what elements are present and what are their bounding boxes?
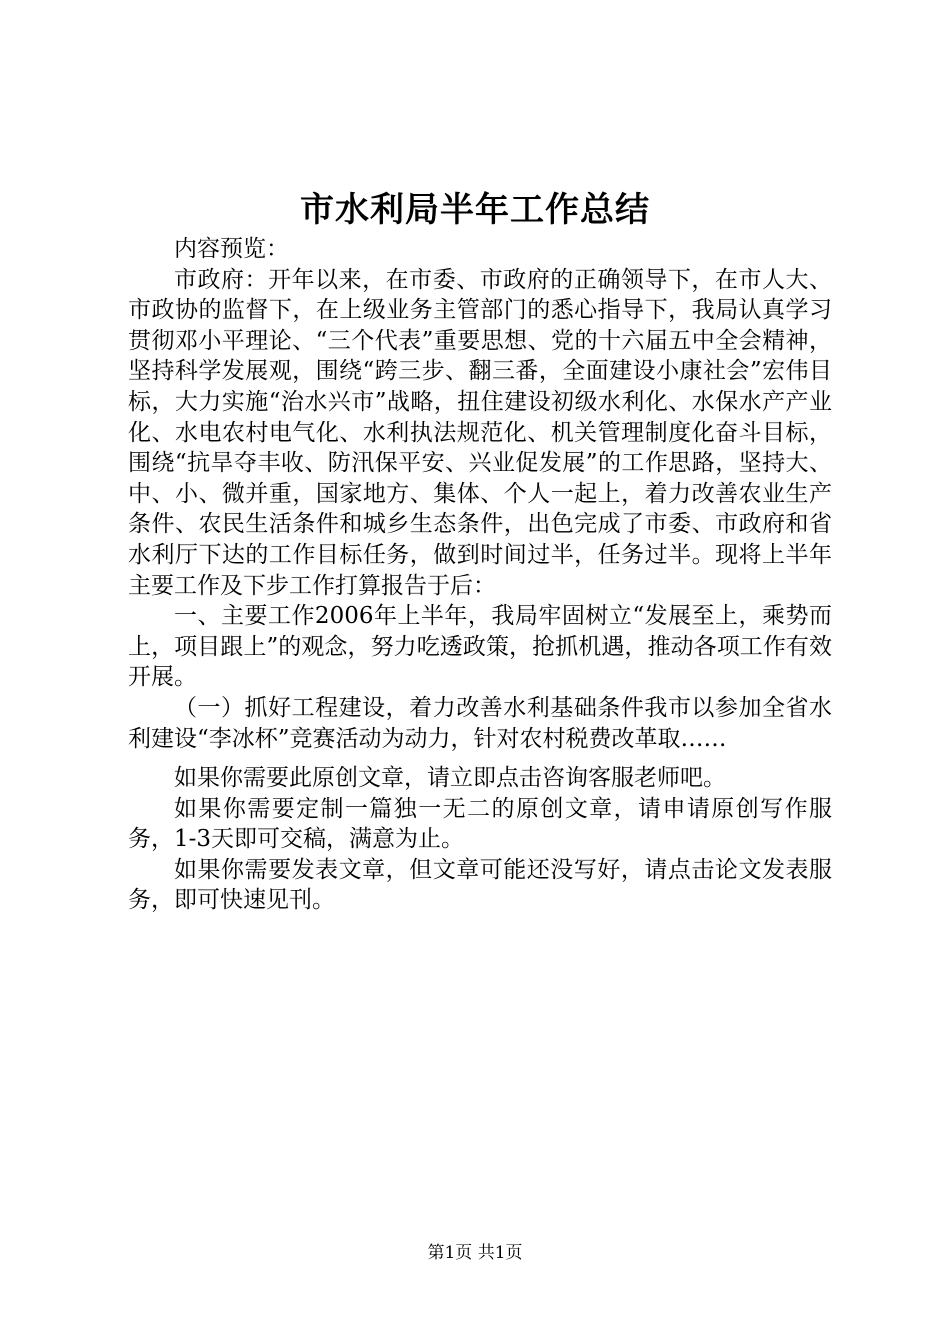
- body-paragraph-main-work: 一、主要工作2006年上半年，我局牢固树立“发展至上，乘势而上，项目跟上”的观念，努力吃透政策，抢抓机遇，推动各项工作有效开展。: [128, 603, 832, 691]
- page-footer: 第1页 共1页: [427, 1243, 523, 1263]
- promo-paragraph-publish: 如果你需要发表文章，但文章可能还没写好，请点击论文发表服务，即可快速见刊。: [128, 856, 832, 914]
- promo-paragraph-consult: 如果你需要此原创文章，请立即点击咨询客服老师吧。: [174, 765, 726, 792]
- document-title: 市水利局半年工作总结: [300, 190, 650, 230]
- body-paragraph-engineering: （一）抓好工程建设，着力改善水利基础条件我市以参加全省水利建设“李冰杯”竞赛活动为动力，针对农村税费改革取……: [128, 694, 832, 752]
- document-body: [128, 234, 832, 916]
- preview-label: 内容预览：: [174, 236, 289, 262]
- body-paragraph-intro: 市政府：开年以来，在市委、市政府的正确领导下，在市人大、市政协的监督下，在上级业务主管部门的悉心指导下，我局认真学习贯彻邓小平理论、“三个代表”重要思想、党的十六届五中全会精神，坚持科学发展观，围绕“跨三步、翻三番，全面建设小康社会”宏伟目标，大力实施“治水兴市”战略，扭住建设初级水利化、水保水产产业化、水电农村电气化、水利执法规范化、机关管理制度化奋斗目标，围绕“抗旱夺丰收、防汛保平安、兴业促发展”的工作思路，坚持大、中、小、微并重，国家地方、集体、个人一起上，着力改善农业生产条件、农民生活条件和城乡生态条件，出色完成了市委、市政府和省水利厅下达的工作目标任务，做到时间过半，任务过半。现将上半年主要工作及下步工作打算报告于后：: [128, 266, 832, 599]
- promo-paragraph-custom: 如果你需要定制一篇独一无二的原创文章，请申请原创写作服务，1-3天即可交稿，满意为止。: [128, 795, 832, 853]
